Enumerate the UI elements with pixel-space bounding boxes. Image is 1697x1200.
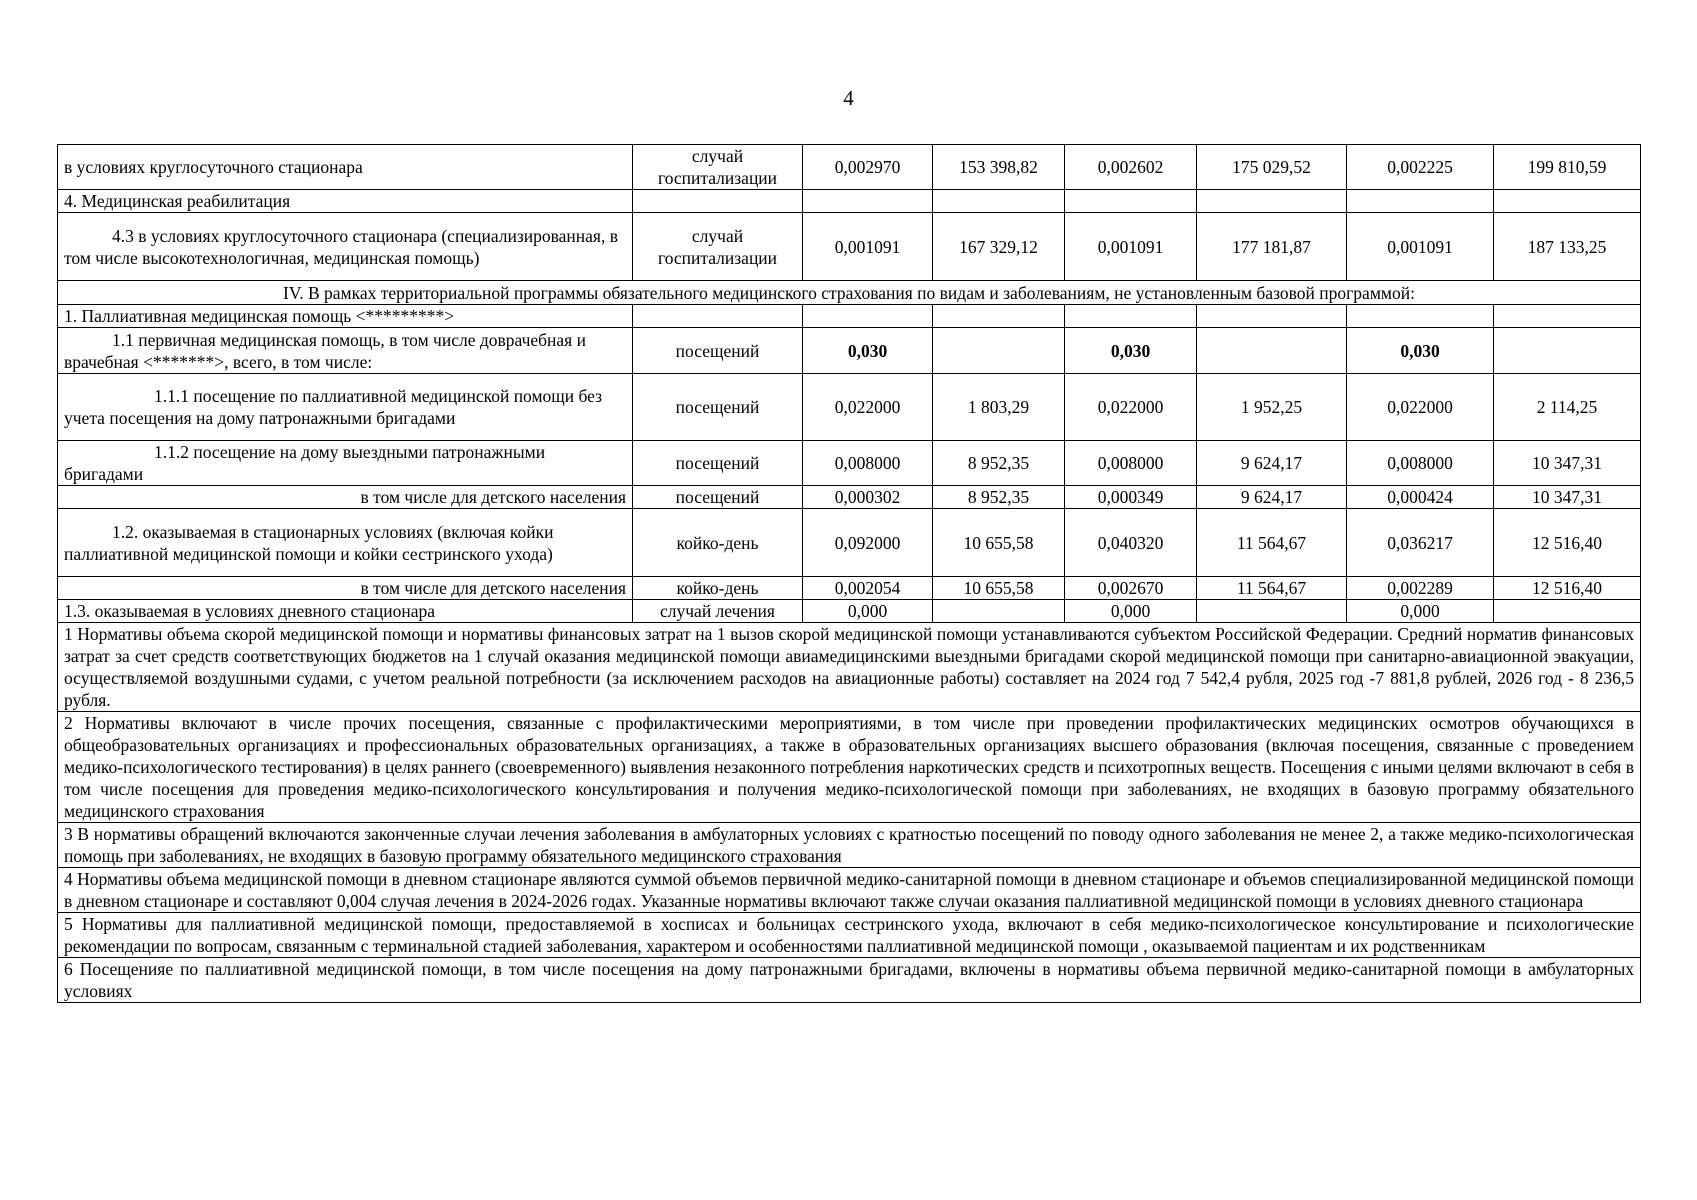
- table-row: [58, 600, 1641, 623]
- volume-2024: 0,002970: [803, 145, 933, 190]
- footnote-6: [58, 958, 1641, 1003]
- footnote-text: 4 Нормативы объема медицинской помощи в дневном стационаре являются суммой объемов первичной медико-санитарной помощи в дневном стационаре и объемов специализированной медицинской помощи в дневном стационаре и составляют 0,004 случая лечения в 2024-2026 годах. Указанные нормативы включают также случаи оказания паллиативной медицинской помощи в условиях дневного стационара: [64, 869, 1634, 911]
- cost-2024: [933, 328, 1065, 374]
- cost-2024: [933, 600, 1065, 623]
- row-unit: случай госпитализации: [633, 213, 803, 281]
- volume-2026: 0,000: [1347, 600, 1494, 623]
- volume-2024: 0,000: [803, 600, 933, 623]
- footnote-text: 6 Посещенияе по паллиативной медицинской помощи, в том числе посещения на дому патронажными бригадами, включены в нормативы объема первичной медико-санитарной помощи в амбулаторных условиях: [64, 959, 1634, 1001]
- row-unit: койко-день: [633, 577, 803, 600]
- row-unit: случай госпитализации: [633, 145, 803, 190]
- volume-2026: 0,001091: [1347, 213, 1494, 281]
- row-label-text: 1.1.1 посещение по паллиативной медицинской помощи без учета посещения на дому патронажными бригадами: [64, 386, 603, 428]
- row-unit: койко-день: [633, 509, 803, 577]
- cost-2025: 175 029,52: [1197, 145, 1347, 190]
- table-row: [58, 509, 1641, 577]
- volume-2026: 0,002225: [1347, 145, 1494, 190]
- cost-2024: [933, 190, 1065, 213]
- footnote-2: [58, 712, 1641, 823]
- volume-2024: 0,030: [803, 328, 933, 374]
- volume-2026: 0,030: [1347, 328, 1494, 374]
- volume-2026: 0,022000: [1347, 374, 1494, 441]
- table-row: [58, 213, 1641, 281]
- volume-2024: 0,002054: [803, 577, 933, 600]
- row-unit: посещений: [633, 328, 803, 374]
- row-label: [58, 509, 633, 577]
- table-row: [58, 577, 1641, 600]
- section-heading: IV. В рамках территориальной программы обязательного медицинского страхования по видам и заболеваниям, не установленным базовой программой:: [58, 281, 1641, 305]
- table-row: [58, 374, 1641, 441]
- footnote-4: [58, 868, 1641, 913]
- footnote-3: [58, 823, 1641, 868]
- footnote-row: [58, 623, 1641, 712]
- volume-2025: 0,000: [1065, 600, 1197, 623]
- footnote-1: [58, 623, 1641, 712]
- cost-2026: [1494, 600, 1641, 623]
- volume-2025: 0,008000: [1065, 441, 1197, 486]
- row-label: в том числе для детского населения: [58, 577, 633, 600]
- cost-2025: [1197, 305, 1347, 328]
- norms-table: [57, 144, 1641, 1003]
- table-row: [58, 190, 1641, 213]
- cost-2025: [1197, 190, 1347, 213]
- row-label-text: 1.1 первичная медицинская помощь, в том числе доврачебная и врачебная <*******>, всего, в том числе:: [64, 329, 586, 372]
- cost-2026: 199 810,59: [1494, 145, 1641, 190]
- table-row: [58, 145, 1641, 190]
- row-label: [58, 441, 633, 486]
- volume-2024: [803, 305, 933, 328]
- volume-2025: 0,040320: [1065, 509, 1197, 577]
- cost-2026: 10 347,31: [1494, 441, 1641, 486]
- page-number: 4: [843, 86, 854, 110]
- cost-2026: [1494, 328, 1641, 374]
- cost-2024: 153 398,82: [933, 145, 1065, 190]
- cost-2025: 11 564,67: [1197, 577, 1347, 600]
- volume-2025: 0,000349: [1065, 486, 1197, 509]
- cost-2024: 1 803,29: [933, 374, 1065, 441]
- volume-2024: 0,022000: [803, 374, 933, 441]
- footnote-text: 3 В нормативы обращений включаются законченные случаи лечения заболевания в амбулаторных условиях с кратностью посещений по поводу одного заболевания не менее 2, а также медико-психологическая помощь при заболеваниях, не входящих в базовую программу обязательного медицинского страхования: [64, 824, 1634, 866]
- row-label-text: 1.1.2 посещение на дому выездными патронажными бригадами: [64, 442, 546, 484]
- volume-2026: [1347, 305, 1494, 328]
- cost-2024: 8 952,35: [933, 486, 1065, 509]
- cost-2025: 177 181,87: [1197, 213, 1347, 281]
- cost-2025: [1197, 328, 1347, 374]
- footnote-row: [58, 868, 1641, 913]
- cost-2024: 10 655,58: [933, 509, 1065, 577]
- cost-2026: 2 114,25: [1494, 374, 1641, 441]
- volume-2024: 0,008000: [803, 441, 933, 486]
- volume-2026: 0,036217: [1347, 509, 1494, 577]
- cost-2026: 187 133,25: [1494, 213, 1641, 281]
- volume-2024: [803, 190, 933, 213]
- volume-2025: 0,002670: [1065, 577, 1197, 600]
- volume-2025: 0,001091: [1065, 213, 1197, 281]
- cost-2025: 9 624,17: [1197, 486, 1347, 509]
- volume-2026: 0,002289: [1347, 577, 1494, 600]
- table-row: [58, 328, 1641, 374]
- row-unit: случай лечения: [633, 600, 803, 623]
- cost-2026: [1494, 190, 1641, 213]
- volume-2025: [1065, 190, 1197, 213]
- cost-2025: 1 952,25: [1197, 374, 1347, 441]
- row-unit: [633, 190, 803, 213]
- row-unit: [633, 305, 803, 328]
- volume-2025: [1065, 305, 1197, 328]
- footnote-5: [58, 913, 1641, 958]
- volume-2024: 0,000302: [803, 486, 933, 509]
- volume-2025: 0,022000: [1065, 374, 1197, 441]
- cost-2026: 12 516,40: [1494, 509, 1641, 577]
- footnote-row: [58, 913, 1641, 958]
- cost-2026: 12 516,40: [1494, 577, 1641, 600]
- cost-2025: [1197, 600, 1347, 623]
- table-row: [58, 305, 1641, 328]
- cost-2025: 11 564,67: [1197, 509, 1347, 577]
- footnote-row: [58, 823, 1641, 868]
- row-label: в условиях круглосуточного стационара: [58, 145, 633, 190]
- volume-2026: 0,008000: [1347, 441, 1494, 486]
- table-row: [58, 441, 1641, 486]
- row-label: [58, 374, 633, 441]
- volume-2025: 0,002602: [1065, 145, 1197, 190]
- cost-2024: [933, 305, 1065, 328]
- row-unit: посещений: [633, 374, 803, 441]
- table-row: [58, 486, 1641, 509]
- row-unit: посещений: [633, 441, 803, 486]
- row-label: [58, 328, 633, 374]
- cost-2024: 8 952,35: [933, 441, 1065, 486]
- volume-2025: 0,030: [1065, 328, 1197, 374]
- row-label: [58, 213, 633, 281]
- volume-2026: [1347, 190, 1494, 213]
- row-label: 4. Медицинская реабилитация: [58, 190, 633, 213]
- cost-2024: 10 655,58: [933, 577, 1065, 600]
- volume-2026: 0,000424: [1347, 486, 1494, 509]
- footnote-text: 5 Нормативы для паллиативной медицинской помощи, предоставляемой в хосписах и больницах сестринского ухода, включают в себя медико-психологическое консультирование и психологические рекомендации по вопросам, связанным с терминальной стадией заболевания, характером и особенностями паллиативной медицинской помощи , оказываемой пациентам и их родственникам: [64, 914, 1634, 956]
- row-label: в том числе для детского населения: [58, 486, 633, 509]
- volume-2024: 0,001091: [803, 213, 933, 281]
- row-label: 1. Паллиативная медицинская помощь <*********>: [58, 305, 633, 328]
- footnote-text: 2 Нормативы включают в числе прочих посещения, связанные с профилактическими мероприятиями, в том числе при проведении профилактических медицинских осмотров обучающихся в общеобразовательных организациях и профессиональных образовательных организациях, а также в образовательных организациях высшего образования (включая посещения, связанные с проведением медико-психологического тестирования) в целях раннего (своевременного) выявления незаконного потребления наркотических средств и психотропных веществ. Посещения с иными целями включают в себя в том числе посещения для проведения медико-психологического консультирования и получения медико-психологической помощи при заболеваниях, не входящих в базовую программу обязательного медицинского страхования: [64, 713, 1634, 821]
- row-label-text: 4.3 в условиях круглосуточного стационара (специализированная, в том числе высокотехнологичная, медицинская помощь): [64, 225, 618, 268]
- row-label: 1.3. оказываемая в условиях дневного стационара: [58, 600, 633, 623]
- volume-2024: 0,092000: [803, 509, 933, 577]
- footnote-row: [58, 712, 1641, 823]
- cost-2025: 9 624,17: [1197, 441, 1347, 486]
- section-heading-row: [58, 281, 1641, 305]
- cost-2024: 167 329,12: [933, 213, 1065, 281]
- footnote-row: [58, 958, 1641, 1003]
- row-label-text: 1.2. оказываемая в стационарных условиях (включая койки паллиативной медицинской помощи и койки сестринского ухода): [64, 521, 554, 564]
- footnote-text: 1 Нормативы объема скорой медицинской помощи и нормативы финансовых затрат на 1 вызов скорой медицинской помощи устанавливаются субъектом Российской Федерации. Средний норматив финансовых затрат за счет средств соответствующих бюджетов на 1 случай оказания медицинской помощи авиамедицинскими выездными бригадами скорой медицинской помощи при санитарно-авиационной эвакуации, осуществляемой воздушными судами, с учетом реальной потребности (за исключением расходов на авиационные работы) составляет на 2024 год 7 542,4 рубля, 2025 год -7 881,8 рублей, 2026 год - 8 236,5 рубля.: [64, 624, 1634, 710]
- cost-2026: [1494, 305, 1641, 328]
- cost-2026: 10 347,31: [1494, 486, 1641, 509]
- row-unit: посещений: [633, 486, 803, 509]
